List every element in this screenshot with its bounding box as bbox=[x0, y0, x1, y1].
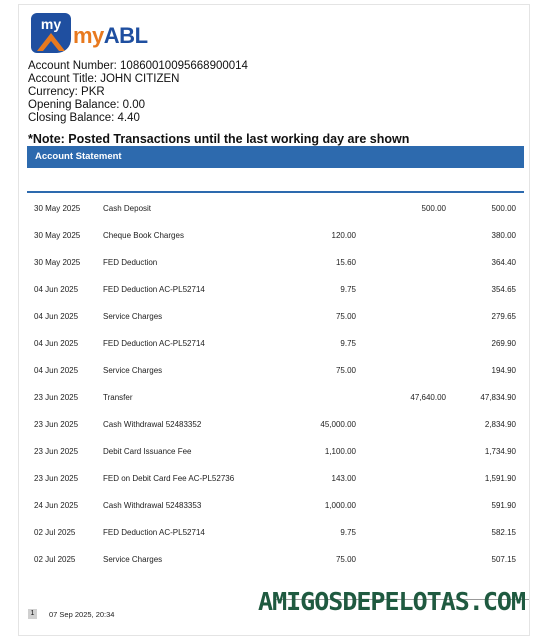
logo-badge bbox=[31, 13, 71, 53]
account-info bbox=[28, 60, 248, 125]
account-currency: Currency: PKR bbox=[28, 86, 105, 98]
transaction-date: 04 Jun 2025 bbox=[34, 339, 79, 348]
transaction-balance: 354.65 bbox=[491, 285, 516, 294]
transaction-description: FED Deduction bbox=[103, 258, 158, 267]
transaction-balance: 507.15 bbox=[491, 555, 516, 564]
transaction-row bbox=[27, 519, 524, 546]
transaction-description: Cheque Book Charges bbox=[103, 231, 184, 240]
transactions-list bbox=[27, 195, 524, 573]
header-rule bbox=[27, 191, 524, 193]
transaction-date: 30 May 2025 bbox=[34, 204, 81, 213]
transaction-row bbox=[27, 276, 524, 303]
myabl-logo bbox=[31, 13, 161, 57]
transaction-balance: 194.90 bbox=[491, 366, 516, 375]
transaction-description: FED on Debit Card Fee AC-PL52736 bbox=[103, 474, 235, 483]
transaction-date: 23 Jun 2025 bbox=[34, 420, 79, 429]
posted-note: *Note: Posted Transactions until the last working day are shown bbox=[28, 132, 410, 146]
logo-wordmark-my: my bbox=[73, 23, 104, 48]
transaction-description: Service Charges bbox=[103, 366, 163, 375]
transaction-balance: 500.00 bbox=[491, 204, 516, 213]
transaction-row bbox=[27, 330, 524, 357]
transaction-balance: 269.90 bbox=[491, 339, 516, 348]
transaction-debit: 9.75 bbox=[340, 528, 356, 537]
transaction-row bbox=[27, 492, 524, 519]
transaction-debit: 45,000.00 bbox=[320, 420, 356, 429]
transaction-description: Debit Card Issuance Fee bbox=[103, 447, 192, 456]
transaction-balance: 364.40 bbox=[491, 258, 516, 267]
page-number: 1 bbox=[28, 609, 37, 619]
transaction-balance: 1,734.90 bbox=[484, 447, 516, 456]
transaction-debit: 75.00 bbox=[335, 366, 356, 375]
transaction-description: Cash Withdrawal 52483352 bbox=[103, 420, 202, 429]
section-header: Account Statement bbox=[27, 146, 524, 168]
transaction-row bbox=[27, 465, 524, 492]
transaction-row bbox=[27, 384, 524, 411]
transaction-debit: 75.00 bbox=[335, 312, 356, 321]
transaction-balance: 380.00 bbox=[491, 231, 516, 240]
transaction-debit: 1,000.00 bbox=[324, 501, 356, 510]
transaction-description: Transfer bbox=[103, 393, 133, 402]
transaction-description: Cash Deposit bbox=[103, 204, 152, 213]
account-number: Account Number: 10860010095668900014 bbox=[28, 60, 248, 72]
logo-wordmark-abl: ABL bbox=[103, 23, 148, 48]
transaction-date: 23 Jun 2025 bbox=[34, 447, 79, 456]
transaction-debit: 75.00 bbox=[335, 555, 356, 564]
transaction-date: 04 Jun 2025 bbox=[34, 285, 79, 294]
transaction-balance: 591.90 bbox=[491, 501, 516, 510]
transaction-date: 30 May 2025 bbox=[34, 258, 81, 267]
statement-page bbox=[18, 4, 530, 636]
transaction-credit: 47,640.00 bbox=[410, 393, 446, 402]
transaction-date: 30 May 2025 bbox=[34, 231, 81, 240]
transaction-row bbox=[27, 438, 524, 465]
transaction-row bbox=[27, 303, 524, 330]
transaction-debit: 143.00 bbox=[331, 474, 356, 483]
watermark: AMIGOSDEPELOTAS.COM bbox=[258, 587, 525, 616]
transaction-balance: 279.65 bbox=[491, 312, 516, 321]
logo-wordmark bbox=[73, 23, 148, 49]
transaction-credit: 500.00 bbox=[421, 204, 446, 213]
transaction-row bbox=[27, 357, 524, 384]
transaction-row bbox=[27, 546, 524, 573]
transaction-date: 04 Jun 2025 bbox=[34, 366, 79, 375]
transaction-balance: 2,834.90 bbox=[484, 420, 516, 429]
transaction-date: 02 Jul 2025 bbox=[34, 555, 76, 564]
logo-badge-text: my bbox=[40, 16, 62, 32]
generated-timestamp: 07 Sep 2025, 20:34 bbox=[49, 610, 115, 619]
closing-balance: Closing Balance: 4.40 bbox=[28, 112, 140, 124]
transaction-row bbox=[27, 411, 524, 438]
transaction-description: Service Charges bbox=[103, 555, 163, 564]
transaction-balance: 1,591.90 bbox=[484, 474, 516, 483]
transaction-date: 04 Jun 2025 bbox=[34, 312, 79, 321]
transaction-description: Cash Withdrawal 52483353 bbox=[103, 501, 202, 510]
transaction-date: 23 Jun 2025 bbox=[34, 393, 79, 402]
transaction-date: 23 Jun 2025 bbox=[34, 474, 79, 483]
transaction-description: Service Charges bbox=[103, 312, 163, 321]
transaction-description: FED Deduction AC-PL52714 bbox=[103, 339, 205, 348]
transaction-balance: 582.15 bbox=[491, 528, 516, 537]
account-title: Account Title: JOHN CITIZEN bbox=[28, 73, 180, 85]
opening-balance: Opening Balance: 0.00 bbox=[28, 99, 146, 111]
logo-a-mark-icon bbox=[35, 31, 67, 51]
transaction-description: FED Deduction AC-PL52714 bbox=[103, 285, 205, 294]
transaction-description: FED Deduction AC-PL52714 bbox=[103, 528, 205, 537]
transaction-debit: 15.60 bbox=[335, 258, 356, 267]
transaction-row bbox=[27, 195, 524, 222]
transaction-debit: 9.75 bbox=[340, 285, 356, 294]
transaction-balance: 47,834.90 bbox=[480, 393, 516, 402]
transaction-date: 24 Jun 2025 bbox=[34, 501, 79, 510]
transaction-debit: 9.75 bbox=[340, 339, 356, 348]
transaction-row bbox=[27, 249, 524, 276]
transaction-date: 02 Jul 2025 bbox=[34, 528, 76, 537]
transaction-debit: 120.00 bbox=[331, 231, 356, 240]
transaction-debit: 1,100.00 bbox=[324, 447, 356, 456]
transaction-row bbox=[27, 222, 524, 249]
